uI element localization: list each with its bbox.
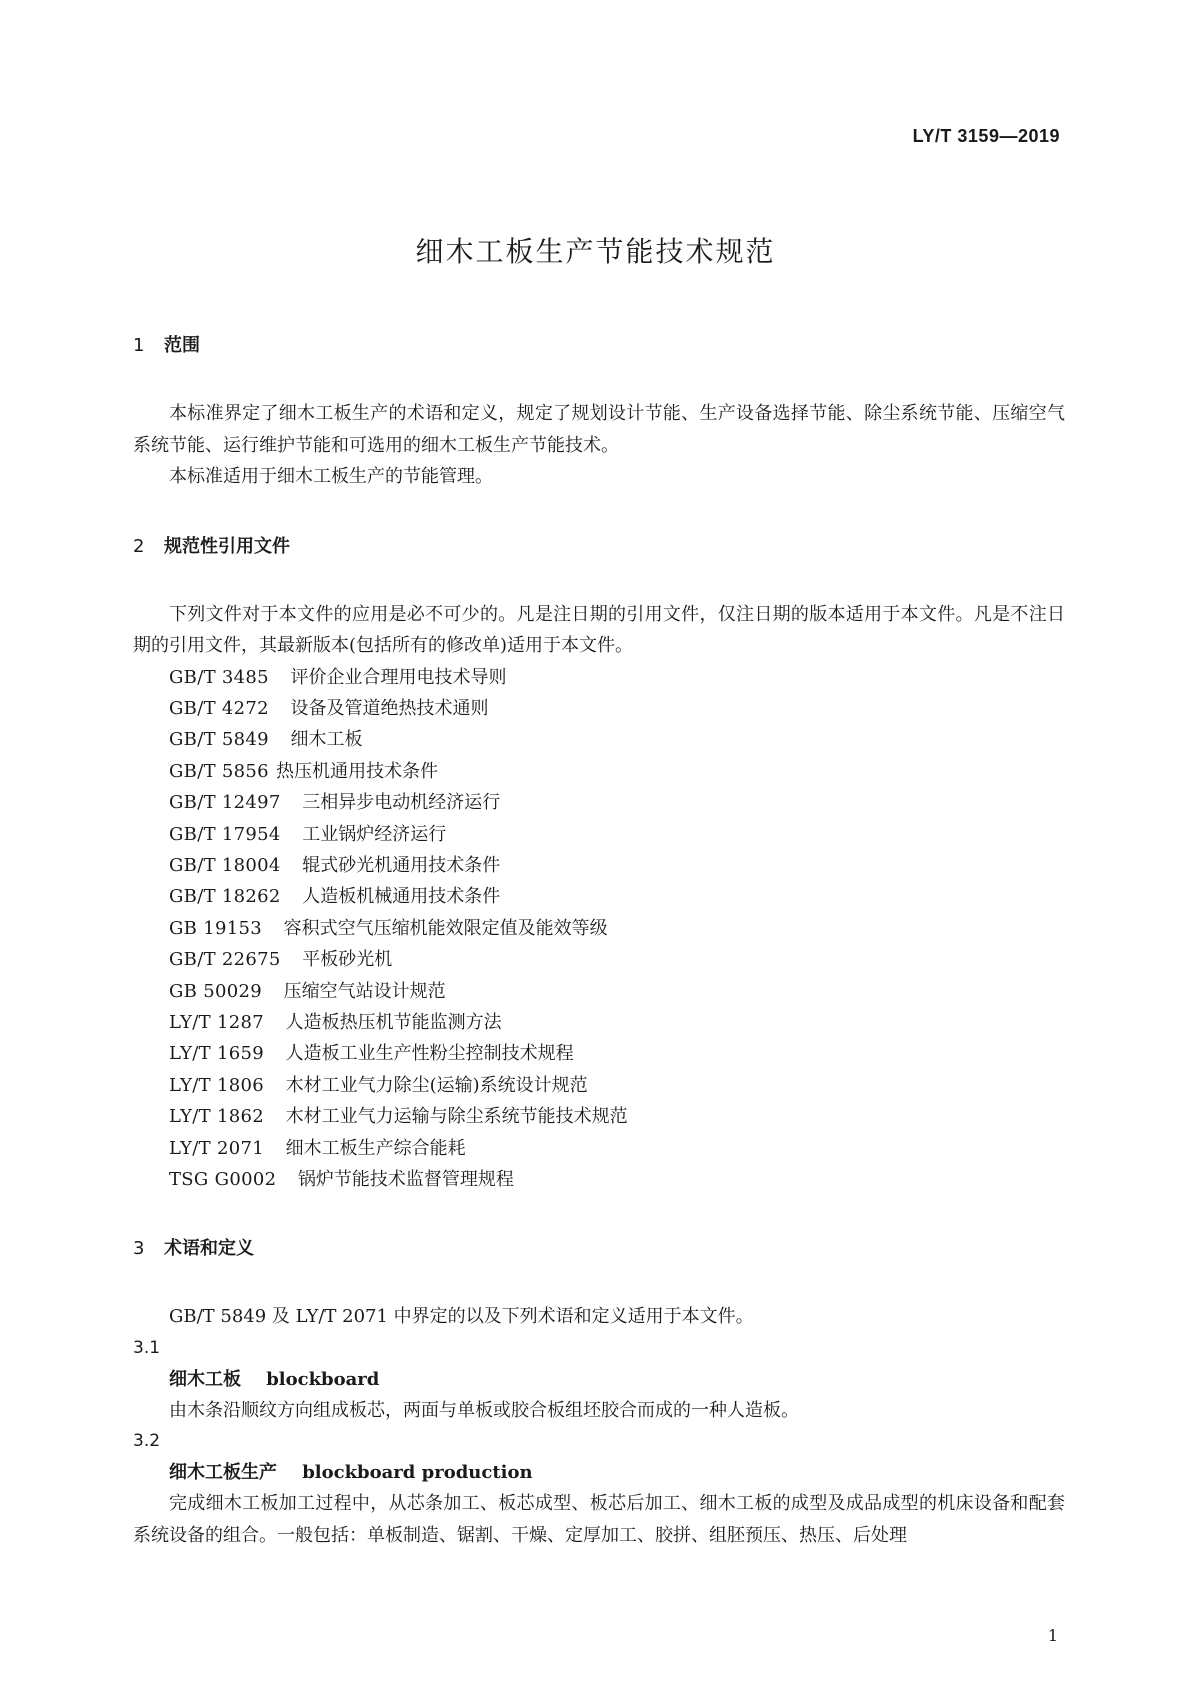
terms-intro: GB/T 5849 及 LY/T 2071 中界定的以及下列术语和定义适用于本文件。 — [169, 1306, 754, 1328]
reference-item: LY/T 1659 人造板工业生产性粉尘控制技术规程 — [169, 1043, 574, 1065]
section-number: 2 — [133, 535, 145, 557]
reference-item: GB/T 22675 平板砂光机 — [169, 949, 393, 971]
reference-item: GB/T 12497 三相异步电动机经济运行 — [169, 792, 501, 814]
reference-item: LY/T 1862 木材工业气力运输与除尘系统节能技术规范 — [169, 1106, 628, 1128]
term-zh: 细木工板生产 — [169, 1462, 277, 1484]
term-en: blockboard production — [302, 1462, 533, 1484]
term-number: 3.2 — [133, 1431, 161, 1452]
term-definition: 由木条沿顺纹方向组成板芯，两面与单板或胶合板组坯胶合而成的一种人造板。 — [169, 1399, 799, 1421]
reference-item: GB 50029 压缩空气站设计规范 — [169, 980, 446, 1002]
scope-paragraph-1: 本标准界定了细木工板生产的术语和定义，规定了规划设计节能、生产设备选择节能、除尘系统节能、压缩空气系统节能、运行维护节能和可选用的细木工板生产节能技术。 — [133, 403, 1065, 456]
section-title: 术语和定义 — [164, 1238, 254, 1260]
reference-item: GB/T 5856 热压机通用技术条件 — [169, 760, 439, 782]
reference-item: GB/T 3485 评价企业合理用电技术导则 — [169, 666, 507, 688]
reference-item: GB/T 17954 工业锅炉经济运行 — [169, 823, 447, 845]
reference-item: LY/T 1287 人造板热压机节能监测方法 — [169, 1011, 502, 1033]
reference-item: GB/T 18004 辊式砂光机通用技术条件 — [169, 854, 501, 876]
term-heading — [133, 1364, 1065, 1395]
standard-code: LY/T 3159—2019 — [912, 126, 1060, 146]
term-en: blockboard — [266, 1368, 380, 1390]
reference-item: TSG G0002 锅炉节能技术监督管理规程 — [169, 1169, 514, 1190]
term-number: 3.1 — [133, 1337, 161, 1358]
term-zh: 细木工板 — [169, 1368, 241, 1390]
page-number: 1 — [1047, 1626, 1058, 1645]
section-heading-scope — [133, 330, 1065, 362]
reference-item: LY/T 2071 细木工板生产综合能耗 — [169, 1137, 466, 1159]
section-heading-normative-references — [133, 531, 1065, 563]
section-number: 3 — [133, 1238, 145, 1260]
section-title: 规范性引用文件 — [164, 535, 290, 557]
scope-paragraph-2: 本标准适用于细木工板生产的节能管理。 — [169, 466, 493, 487]
term-definition: 完成细木工板加工过程中，从芯条加工、板芯成型、板芯后加工、细木工板的成型及成品成型的机床设备和配套系统设备的组合。一般包括：单板制造、锯割、干燥、定厚加工、胶拼、组胚预压、热压、后处理 — [133, 1493, 1065, 1546]
reference-item: LY/T 1806 木材工业气力除尘(运输)系统设计规范 — [169, 1074, 588, 1096]
section-number: 1 — [133, 335, 145, 356]
section-heading-terms-definitions — [133, 1233, 1065, 1265]
reference-item: GB/T 18262 人造板机械通用技术条件 — [169, 886, 501, 908]
document-body — [133, 330, 1065, 1551]
document-title: 细木工板生产节能技术规范 — [415, 235, 776, 268]
term-heading — [133, 1457, 1065, 1488]
references-intro: 下列文件对于本文件的应用是必不可少的。凡是注日期的引用文件，仅注日期的版本适用于本文件。凡是不注日期的引用文件，其最新版本(包括所有的修改单)适用于本文件。 — [133, 603, 1065, 656]
reference-item: GB 19153 容积式空气压缩机能效限定值及能效等级 — [169, 917, 608, 939]
section-title: 范围 — [164, 335, 200, 356]
reference-item: GB/T 4272 设备及管道绝热技术通则 — [169, 697, 489, 719]
reference-item: GB/T 5849 细木工板 — [169, 729, 363, 751]
reference-list — [133, 662, 1065, 1196]
